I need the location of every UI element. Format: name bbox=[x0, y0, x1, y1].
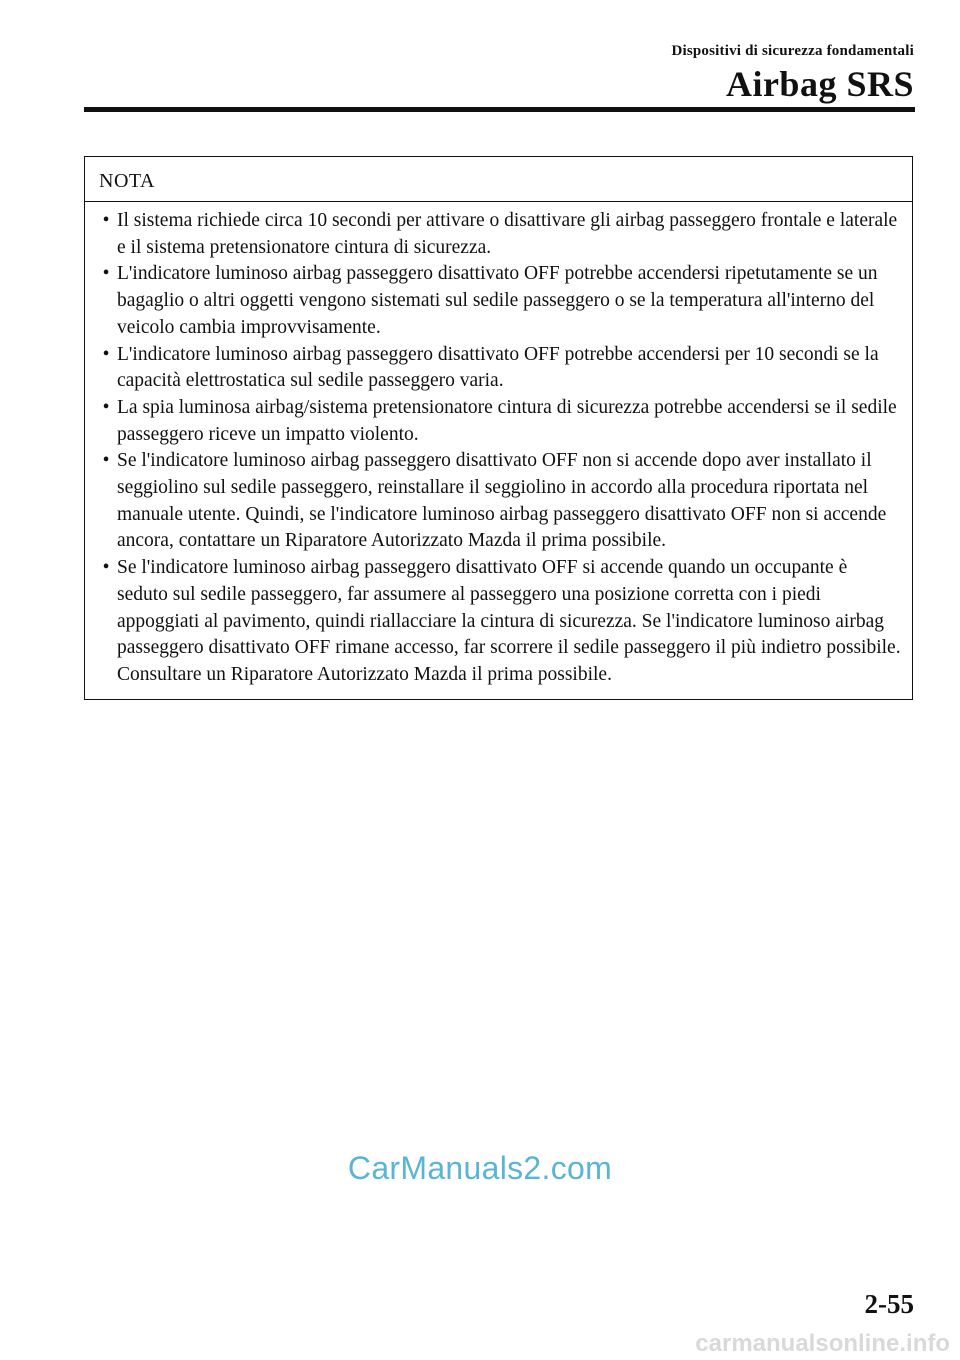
note-box bbox=[84, 156, 913, 700]
note-item-text: La spia luminosa airbag/sistema pretensionatore cintura di sicurezza potrebbe accendersi se il sedile passeggero riceve un impatto violento. bbox=[117, 396, 897, 445]
bullet-icon: • bbox=[102, 210, 110, 231]
note-item bbox=[85, 261, 902, 341]
note-item bbox=[85, 208, 902, 261]
page-number: 2-55 bbox=[864, 1289, 914, 1319]
note-item-text: Se l'indicatore luminoso airbag passeggero disattivato OFF non si accende dopo aver installato il seggiolino sul sedile passeggero, reinstallare il seggiolino in accordo alla procedura riportata nel manuale utente. Quindi, se l'indicatore luminoso airbag passeggero disattivato OFF non si accende ancora, contattare un Riparatore Autorizzato Mazda il prima possibile. bbox=[117, 450, 887, 552]
note-item-text: Se l'indicatore luminoso airbag passeggero disattivato OFF si accende quando un occupante è seduto sul sedile passeggero, far assumere al passeggero una posizione corretta con i piedi appoggiati al pavimento, quindi riallacciare la cintura di sicurezza. Se l'indicatore luminoso airbag passeggero disattivato OFF rimane accesso, far scorrere il sedile passeggero il più indietro possibile. Consultare un Riparatore Autorizzato Mazda il prima possibile. bbox=[117, 557, 901, 685]
page-header bbox=[671, 42, 914, 104]
bullet-icon: • bbox=[102, 396, 110, 418]
note-item-text: Il sistema richiede circa 10 secondi per attivare o disattivare gli airbag passeggero frontale e laterale e il sistema pretensionatore cintura di sicurezza. bbox=[117, 210, 898, 258]
note-item bbox=[85, 342, 902, 395]
header-divider bbox=[84, 107, 915, 112]
footer-watermark: carmanualsonline.info bbox=[695, 1330, 950, 1357]
note-title: NOTA bbox=[85, 157, 912, 202]
note-item bbox=[85, 555, 902, 689]
note-item-text: L'indicatore luminoso airbag passeggero disattivato OFF potrebbe accendersi ripetutamente se un bagaglio o altri oggetti vengono sistemati sul sedile passeggero o se la temperatura all'interno del veicolo cambia improvvisamente. bbox=[117, 263, 878, 338]
chapter-title: Airbag SRS bbox=[725, 64, 914, 104]
note-item bbox=[85, 395, 902, 448]
bullet-icon: • bbox=[102, 263, 110, 285]
bullet-icon: • bbox=[102, 450, 110, 472]
note-item bbox=[85, 448, 902, 555]
bullet-icon: • bbox=[102, 557, 110, 579]
site-watermark: CarManuals2.com bbox=[347, 1150, 613, 1186]
note-list bbox=[85, 202, 912, 699]
section-title: Dispositivi di sicurezza fondamentali bbox=[671, 43, 914, 59]
note-item-text: L'indicatore luminoso airbag passeggero disattivato OFF potrebbe accendersi per 10 secondi se la capacità elettrostatica sul sedile passeggero varia. bbox=[117, 343, 879, 392]
bullet-icon: • bbox=[102, 343, 110, 365]
